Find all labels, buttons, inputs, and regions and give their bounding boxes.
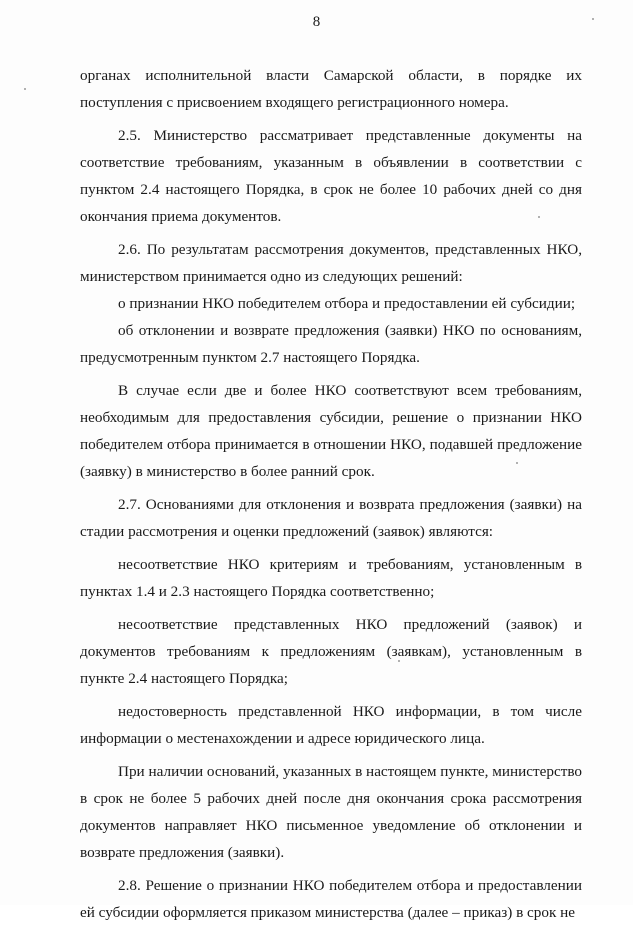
paragraph-ground-unreliable: недостоверность представленной НКО информации, в том числе информации о местенахождении и адресе юридического лица. xyxy=(80,703,582,747)
paragraph-2-6: 2.6. По результатам рассмотрения документов, представленных НКО, министерством принимается одно из следующих решений: xyxy=(80,241,582,285)
paragraph-decision-reject: об отклонении и возврате предложения (заявки) НКО по основаниям, предусмотренным пунктом 2.7 настоящего Порядка. xyxy=(80,322,582,366)
paragraph-ground-criteria: несоответствие НКО критериям и требованиям, установленным в пунктах 1.4 и 2.3 настоящего Порядка соответственно; xyxy=(80,556,582,600)
scan-speck xyxy=(592,18,594,20)
scan-speck xyxy=(516,462,518,464)
paragraph-decision-winner: о признании НКО победителем отбора и предоставлении ей субсидии; xyxy=(118,295,576,312)
paragraph-2-7: 2.7. Основаниями для отклонения и возврата предложения (заявки) на стадии рассмотрения и оценки предложений (заявок) являются: xyxy=(80,496,582,540)
paragraph-equal-case: В случае если две и более НКО соответствуют всем требованиям, необходимым для предоставления субсидии, решение о признании НКО победителем отбора принимается в отношении НКО, подавшей предложение (заявку) в министерство в более ранний срок. xyxy=(80,382,582,480)
document-body xyxy=(80,62,582,926)
page-number: 8 xyxy=(312,14,321,30)
paragraph-2-5: 2.5. Министерство рассматривает представленные документы на соответствие требованиям, указанным в объявлении в соответствии с пунктом 2.4 настоящего Порядка, в срок не более 10 рабочих дней со дня окончания приема документов. xyxy=(80,127,582,225)
paragraph-ground-documents: несоответствие представленных НКО предложений (заявок) и документов требованиям к предложениям (заявкам), установленным в пункте 2.4 настоящего Порядка; xyxy=(80,616,582,687)
paragraph-2-8: 2.8. Решение о признании НКО победителем отбора и предоставлении ей субсидии оформляется приказом министерства (далее – приказ) в срок не xyxy=(80,877,582,921)
paragraph-notification: При наличии оснований, указанных в настоящем пункте, министерство в срок не более 5 рабочих дней после дня окончания срока рассмотрения документов направляет НКО письменное уведомление об отклонении и возврате предложения (заявки). xyxy=(80,763,582,861)
scan-speck xyxy=(538,216,540,218)
paragraph-continuation: органах исполнительной власти Самарской области, в порядке их поступления с присвоением входящего регистрационного номера. xyxy=(80,67,582,111)
scan-speck xyxy=(398,660,400,662)
scan-speck xyxy=(24,88,26,90)
